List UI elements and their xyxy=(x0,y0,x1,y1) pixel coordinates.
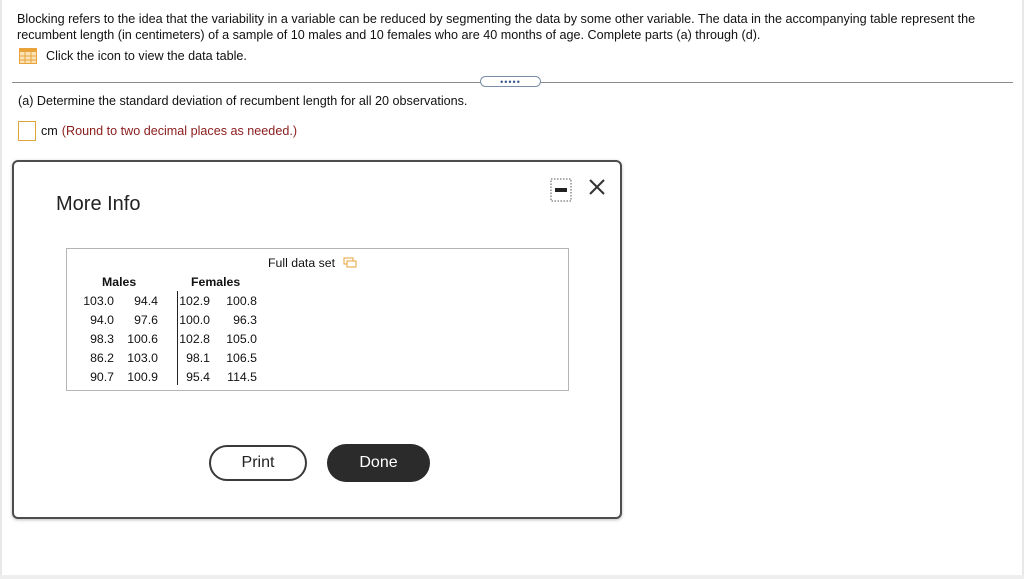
table-cell: 96.3 xyxy=(233,313,257,327)
done-button[interactable]: Done xyxy=(327,444,430,482)
dialog-title: More Info xyxy=(56,193,141,215)
problem-statement: Blocking refers to the idea that the variability in a variable can be reduced by segmenting the data by some other variable. The data in the accompanying table represent the recumbent length (in centimeters) of a sample of 10 males and 10 females who are 40 months of age. Complete parts (a) through (d). xyxy=(17,12,976,42)
table-cell: 102.9 xyxy=(179,294,210,308)
part-a-question: (a) Determine the standard deviation of recumbent length for all 20 observations. xyxy=(18,94,468,108)
table-cell: 102.8 xyxy=(179,332,210,346)
table-cell: 106.5 xyxy=(226,351,257,365)
copy-icon[interactable] xyxy=(343,257,357,269)
window-frame-left xyxy=(0,0,2,579)
answer-input[interactable] xyxy=(18,121,36,141)
answer-unit: cm xyxy=(41,124,58,138)
table-cell: 100.6 xyxy=(127,332,158,346)
full-data-set-label[interactable]: Full data set xyxy=(268,256,335,270)
table-cell: 100.0 xyxy=(179,313,210,327)
table-cell: 100.9 xyxy=(127,370,158,384)
table-cell: 94.4 xyxy=(134,294,158,308)
part-a-answer-row xyxy=(18,120,297,142)
expand-handle-button[interactable]: ••••• xyxy=(480,76,541,87)
table-cell: 98.1 xyxy=(186,351,210,365)
table-grid-icon[interactable] xyxy=(19,48,37,64)
more-info-dialog xyxy=(12,160,622,519)
table-cell: 94.0 xyxy=(90,313,114,327)
table-cell: 86.2 xyxy=(90,351,114,365)
table-cell: 90.7 xyxy=(90,370,114,384)
rounding-hint: (Round to two decimal places as needed.) xyxy=(61,124,298,138)
table-cell: 98.3 xyxy=(90,332,114,346)
view-data-table-label[interactable]: Click the icon to view the data table. xyxy=(46,49,247,63)
full-data-set-link[interactable] xyxy=(268,256,357,270)
table-cell: 95.4 xyxy=(186,370,210,384)
close-icon[interactable] xyxy=(586,176,608,198)
print-button[interactable]: Print xyxy=(209,445,307,481)
table-cell: 100.8 xyxy=(226,294,257,308)
table-cell: 103.0 xyxy=(127,351,158,365)
window-frame-bottom xyxy=(0,575,1024,579)
table-cell: 114.5 xyxy=(227,370,257,384)
table-cell: 105.0 xyxy=(226,332,257,346)
females-header: Females xyxy=(191,275,241,289)
table-cell: 103.0 xyxy=(83,294,114,308)
data-table-panel xyxy=(66,248,569,391)
males-header: Males xyxy=(102,275,137,289)
table-cell: 97.6 xyxy=(134,313,158,327)
view-data-table-link[interactable] xyxy=(19,47,247,65)
minimize-icon[interactable] xyxy=(550,178,572,202)
